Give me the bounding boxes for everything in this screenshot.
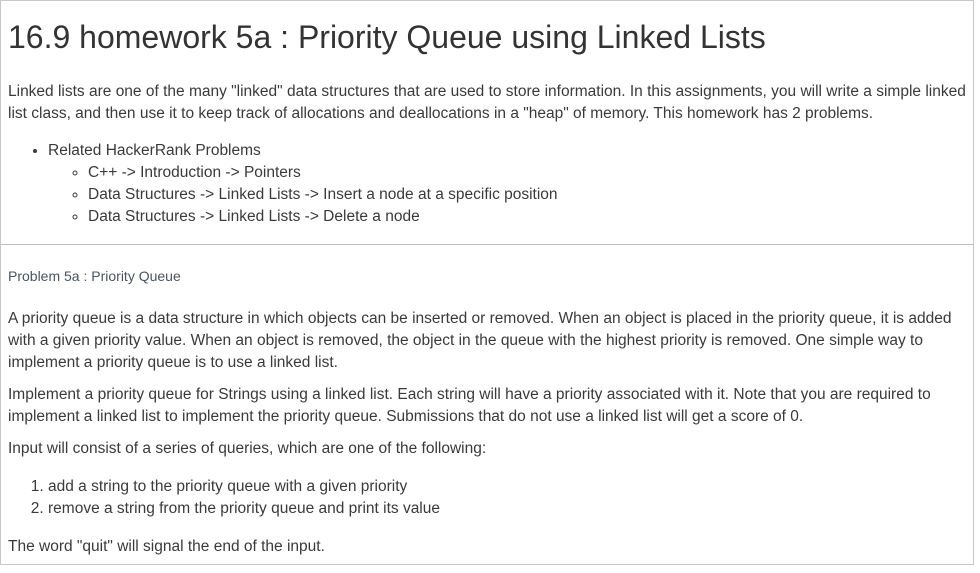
problem-paragraph-3: Input will consist of a series of queries, which are one of the following:: [8, 440, 487, 457]
related-list-item: [48, 140, 968, 228]
problem-title: Problem 5a : Priority Queue: [8, 268, 181, 284]
intro-paragraph: Linked lists are one of the many "linked" data structures that are used to store information. In this assignments, you will write a simple linked list class, and then use it to keep track of allocations and deallocations in a "heap" of memory. This homework has 2 problems.: [8, 83, 966, 122]
related-link-insert-node[interactable]: ◦ Data Structures -> Linked Lists -> Insert a node at a specific position: [88, 184, 968, 206]
related-link-pointers[interactable]: ◦ C++ -> Introduction -> Pointers: [88, 162, 968, 184]
related-heading: Related HackerRank Problems: [48, 142, 261, 159]
problem-body: [8, 308, 970, 568]
related-sublist: [48, 162, 968, 228]
query-remove: 2. remove a string from the priority queue and print its value: [48, 498, 970, 520]
section-divider: [0, 244, 974, 245]
query-list: [8, 476, 970, 520]
problem-paragraph-2: Implement a priority queue for Strings using a linked list. Each string will have a priority associated with it. Note that you are required to implement a linked list to implement the priority queue. Submissions that do not use a linked list will get a score of 0.: [8, 386, 931, 425]
query-add: 1. add a string to the priority queue with a given priority: [48, 476, 970, 498]
problem-paragraph-1: A priority queue is a data structure in which objects can be inserted or removed. When an object is placed in the priority queue, it is added with a given priority value. When an object is removed, the object in the queue with the highest priority is removed. One simple way to implement a priority queue is to use a linked list.: [8, 310, 952, 371]
related-list: [8, 140, 968, 228]
quit-note: The word "quit" will signal the end of the input.: [8, 538, 325, 555]
related-link-delete-node[interactable]: ◦ Data Structures -> Linked Lists -> Delete a node: [88, 206, 968, 228]
document-content: [8, 0, 968, 228]
page-title: 16.9 homework 5a : Priority Queue using Linked Lists: [8, 19, 766, 55]
